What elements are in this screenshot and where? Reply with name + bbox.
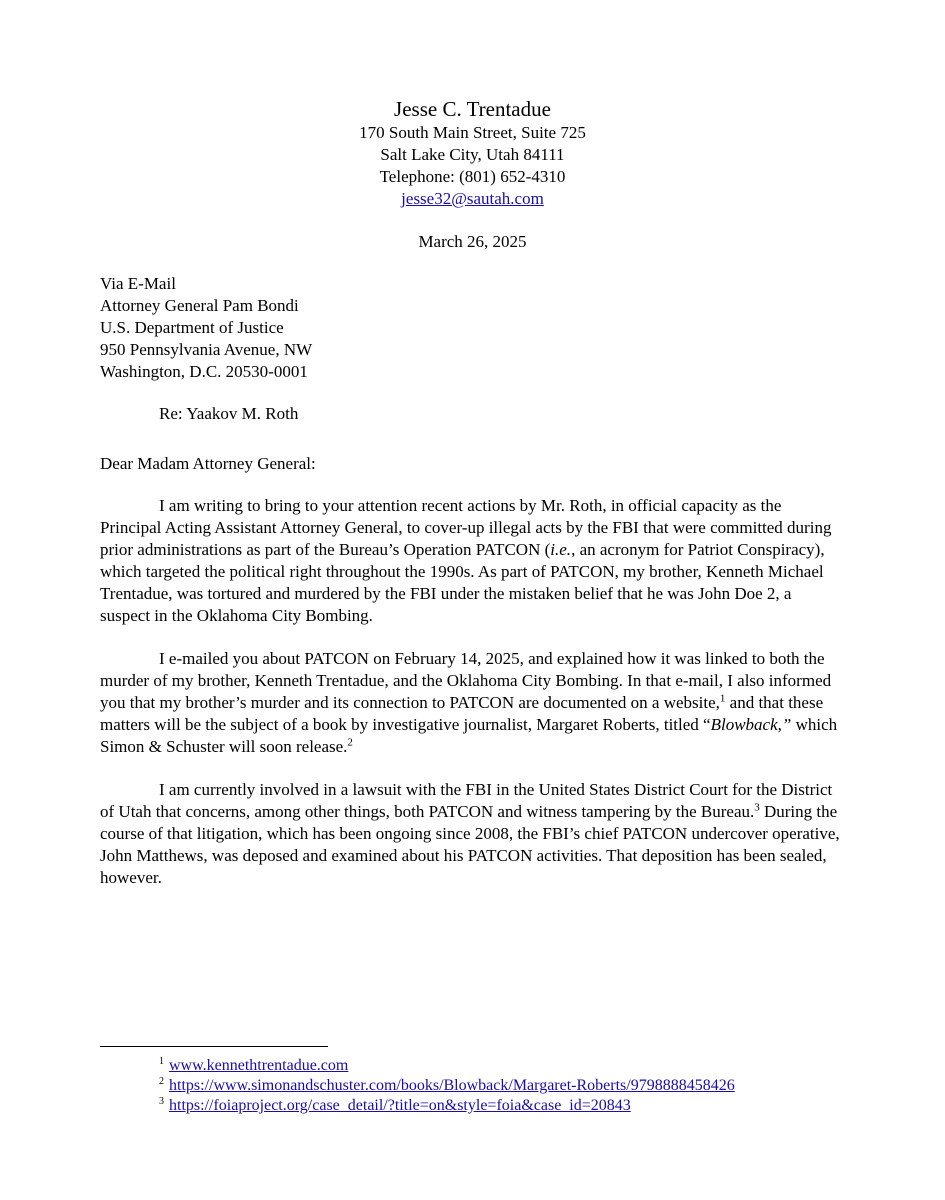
footnote-ref-3[interactable]: 3 (754, 801, 760, 814)
footnote-2 (159, 1076, 735, 1096)
paragraph-3-text-a: I am currently involved in a lawsuit with the FBI in the United States District Court for the District of Utah that concerns, among other things, both PATCON and witness tampering by the Bureau. (100, 780, 833, 821)
sender-address-line2: Salt Lake City, Utah 84111 (380, 145, 565, 164)
footnote-2-link[interactable]: https://www.simonandschuster.com/books/Blowback/Margaret-Roberts/9798888458426 (169, 1077, 735, 1094)
recipient-city: Washington, D.C. 20530-0001 (100, 362, 308, 381)
sender-address-line1: 170 South Main Street, Suite 725 (359, 123, 586, 142)
footnote-ref-1[interactable]: 1 (719, 692, 726, 705)
re-line: Re: Yaakov M. Roth (159, 404, 299, 423)
paragraph-1-text-a: I am writing to bring to your attention recent actions by Mr. Roth, in official capacity as the Principal Acting Assistant Attorney General, to cover-up illegal acts by the FBI that were committed during prior administrations as part of the Bureau’s Operation PATCON ( (100, 496, 832, 559)
paragraph-2 (100, 648, 845, 758)
footnote-3 (159, 1096, 735, 1116)
footnote-3-link[interactable]: https://foiaproject.org/case_detail/?title=on&style=foia&case_id=20843 (169, 1097, 631, 1114)
paragraph-1-text-b: , an acronym for Patriot Conspiracy), which targeted the political right throughout the 1990s. As part of PATCON, my brother, Kenneth Michael Trentadue, was tortured and murdered by the FBI under the mistaken belief that he was John Doe 2, a suspect in the Oklahoma City Bombing. (100, 540, 825, 625)
book-title: Blowback,” (710, 715, 792, 734)
recipient-street: 950 Pennsylvania Avenue, NW (100, 340, 313, 359)
paragraph-2-text-a: I e-mailed you about PATCON on February 14, 2025, and explained how it was linked to both the murder of my brother, Kenneth Trentadue, and the Oklahoma City Bombing. In that e-mail, I also informed you that my brother’s murder and its connection to PATCON are documented on a website, (100, 649, 832, 712)
paragraph-3 (100, 779, 845, 889)
sender-email-link[interactable]: jesse32@sautah.com (401, 189, 544, 208)
paragraph-3-text-b: During the course of that litigation, which has been ongoing since 2008, the FBI’s chief PATCON undercover operative, John Matthews, was deposed and examined about his PATCON activities. That deposition has been sealed, however. (100, 802, 840, 887)
footnote-number: 1 (159, 1055, 164, 1067)
footnote-number: 2 (159, 1075, 164, 1087)
letter-date: March 26, 2025 (418, 232, 527, 251)
footnotes (159, 1056, 735, 1116)
recipient-name: Attorney General Pam Bondi (100, 296, 299, 315)
sender-name: Jesse C. Trentadue (394, 97, 551, 121)
paragraph-2-text-c: which Simon & Schuster will soon release. (100, 715, 838, 756)
recipient-org: U.S. Department of Justice (100, 318, 284, 337)
delivery-method: Via E-Mail (100, 274, 176, 293)
footnote-number: 3 (159, 1095, 164, 1107)
footnote-1-link[interactable]: www.kennethtrentadue.com (169, 1057, 349, 1074)
paragraph-2-text-b: and that these matters will be the subject of a book by investigative journalist, Margaret Roberts, titled “ (100, 693, 824, 734)
letterhead (0, 96, 945, 210)
sender-telephone: Telephone: (801) 652-4310 (379, 167, 566, 186)
paragraph-1 (100, 495, 845, 627)
footnote-separator (100, 1046, 328, 1047)
paragraph-1-ie: i.e. (550, 540, 572, 559)
salutation: Dear Madam Attorney General: (100, 454, 316, 473)
recipient-block (100, 273, 312, 383)
footnote-1 (159, 1056, 735, 1076)
footnote-ref-2[interactable]: 2 (347, 736, 353, 749)
